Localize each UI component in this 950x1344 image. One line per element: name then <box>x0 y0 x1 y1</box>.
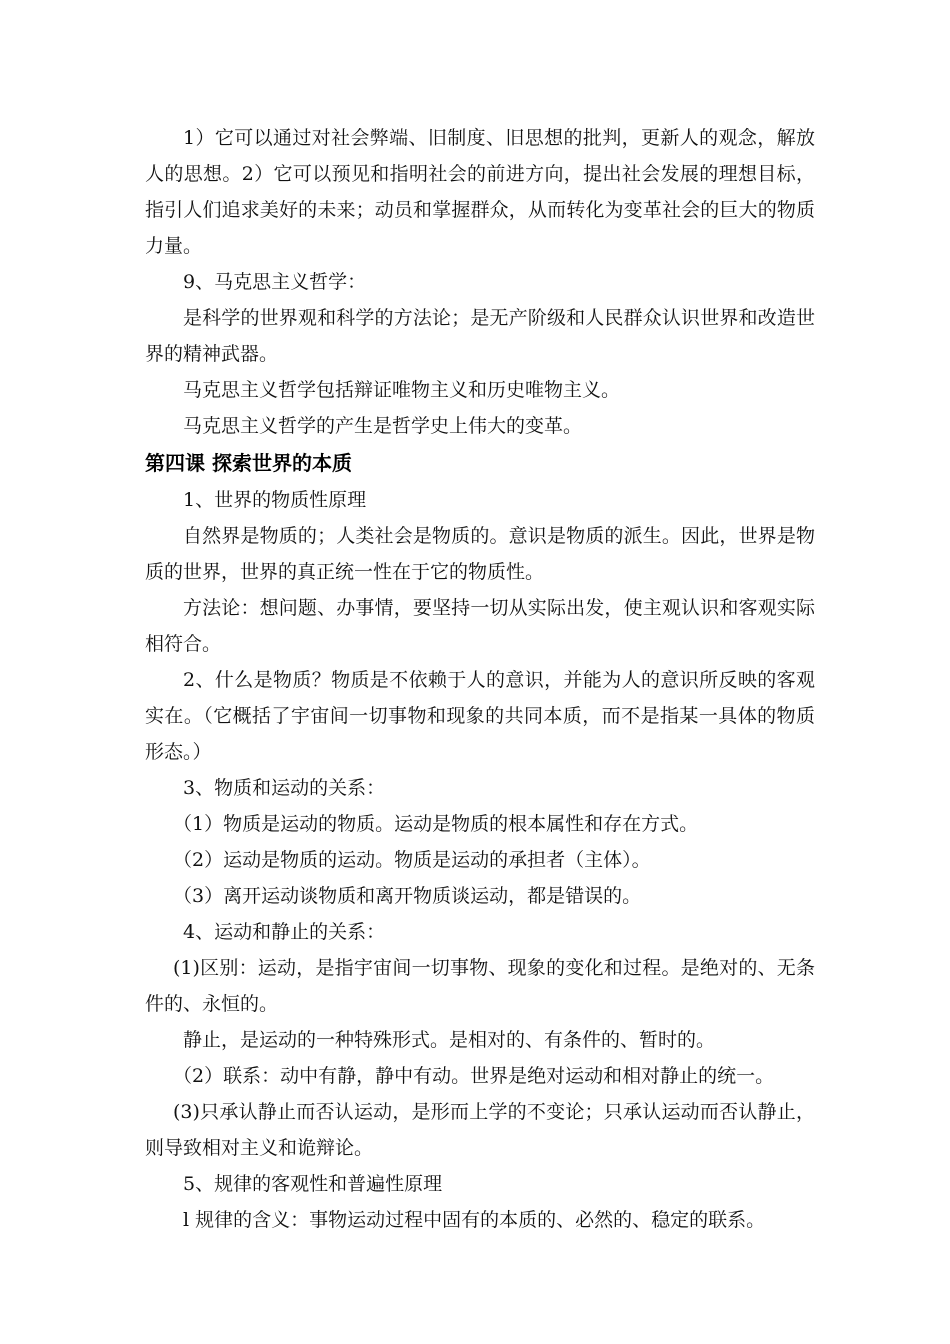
paragraph-marxism-components: 马克思主义哲学包括辩证唯物主义和历史唯物主义。 <box>183 379 621 401</box>
paragraph-marxism-origin: 马克思主义哲学的产生是哲学史上伟大的变革。 <box>183 415 583 437</box>
item-5-heading: 5、规律的客观性和普遍性原理 <box>183 1173 443 1195</box>
item-3-heading: 3、物质和运动的关系： <box>183 777 386 799</box>
item-4-heading: 4、运动和静止的关系： <box>183 921 386 943</box>
paragraph-marxism-definition: 是科学的世界观和科学的方法论；是无产阶级和人民群众认识世界和改造世界的精神武器。 <box>145 307 815 365</box>
paragraph-world-material: 自然界是物质的；人类社会是物质的。意识是物质的派生。因此，世界是物质的世界，世界的真正统一性在于它的物质性。 <box>145 525 815 583</box>
paragraph-stillness: 静止，是运动的一种特殊形式。是相对的、有条件的、暂时的。 <box>183 1029 716 1051</box>
sub-item-3-2: （2）运动是物质的运动。物质是运动的承担者（主体）。 <box>173 849 651 871</box>
sub-item-4-3: (3)只承认静止而否认运动，是形而上学的不变论；只承认运动而否认静止，则导致相对主义和诡辩论。 <box>145 1101 815 1159</box>
paragraph-methodology: 方法论：想问题、办事情，要坚持一切从实际出发，使主观认识和客观实际相符合。 <box>145 597 815 655</box>
item-9-heading: 9、马克思主义哲学： <box>183 271 367 293</box>
sub-item-3-1: （1）物质是运动的物质。运动是物质的根本属性和存在方式。 <box>173 813 699 835</box>
sub-item-4-2: （2）联系：动中有静，静中有动。世界是绝对运动和相对静止的统一。 <box>173 1065 775 1087</box>
sub-item-4-1: (1)区别：运动，是指宇宙间一切事物、现象的变化和过程。是绝对的、无条件的、永恒的。 <box>145 957 815 1015</box>
item-1-heading: 1、世界的物质性原理 <box>183 489 367 511</box>
document-body <box>145 120 815 1238</box>
paragraph-law-definition: l 规律的含义：事物运动过程中固有的本质的、必然的、稳定的联系。 <box>183 1209 766 1231</box>
paragraph-ideology-role: 1）它可以通过对社会弊端、旧制度、旧思想的批判，更新人的观念，解放人的思想。2）它可以预见和指明社会的前进方向，提出社会发展的理想目标，指引人们追求美好的未来；动员和掌握群众，从而转化为变革社会的巨大的物质力量。 <box>145 127 815 257</box>
lesson-4-title: 第四课 探索世界的本质 <box>145 451 352 475</box>
paragraph-what-is-matter: 2、什么是物质？物质是不依赖于人的意识，并能为人的意识所反映的客观实在。（它概括了宇宙间一切事物和现象的共同本质，而不是指某一具体的物质形态。） <box>145 669 815 763</box>
sub-item-3-3: （3）离开运动谈物质和离开物质谈运动，都是错误的。 <box>173 885 642 907</box>
